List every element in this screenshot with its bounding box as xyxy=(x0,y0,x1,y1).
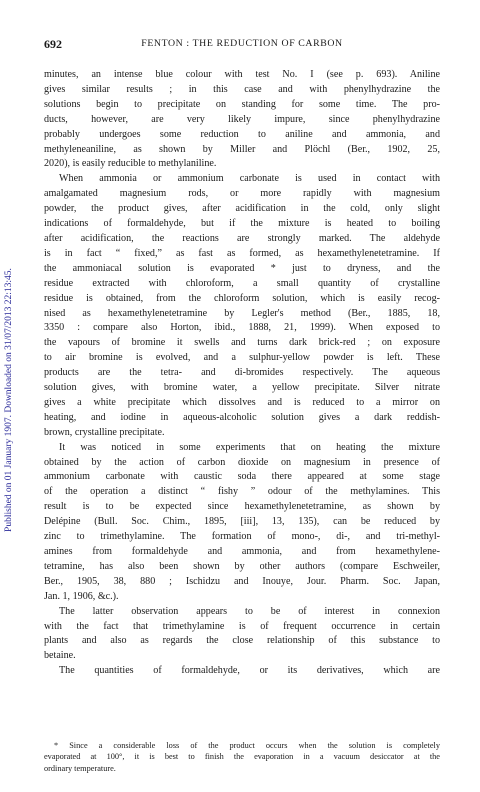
text-line: It was noticed in some experiments that on heating the mixture xyxy=(59,441,440,453)
text-line: Jan. 1, 1906, &c.). xyxy=(44,590,119,602)
page-number: 692 xyxy=(44,37,62,51)
text-line: after acidification, the reactions are strongly marked. The aldehyde xyxy=(44,232,440,244)
footnote-line: ordinary temperature. xyxy=(44,763,116,773)
text-line: obtained by the action of carbon dioxide on magnesium in presence of xyxy=(44,456,440,468)
text-line: probably undergoes some reduction to aniline and ammonia, and xyxy=(44,128,440,140)
text-line: is in fact “ fixed,” as fast as formed, as hexamethylenetetramine. If xyxy=(44,247,440,259)
text-line: The latter observation appears to be of interest in connexion xyxy=(59,605,440,617)
text-line: amalgamated magnesium rods, or more rapidly with magnesium xyxy=(44,188,440,200)
text-line: When ammonia or ammonium carbonate is used in contact with xyxy=(59,173,440,185)
footnote-line: evaporated at 100°, it is best to finish the evaporation in a vacuum desiccator at the xyxy=(44,752,440,762)
page-header xyxy=(44,37,440,53)
text-line: solution gives, with bromine water, a yellow precipitate. Silver nitrate xyxy=(44,382,440,394)
text-line: products are the tetra- and di-bromides respectively. The aqueous xyxy=(44,367,440,379)
text-line: gives similar results ; in this case and with phenylhydrazine the xyxy=(44,83,440,95)
text-line: Delépine (Bull. Soc. Chim., 1895, [iii], 13, 135), can be reduced by xyxy=(44,516,440,528)
download-stamp-text: Published on 01 January 1907. Downloaded on 31/07/2013 22:13:45. xyxy=(4,268,14,532)
text-line: solutions begin to precipitate on standing for some time. The pro- xyxy=(44,98,440,110)
text-line: powder, the product gives, after acidification in the cold, only slight xyxy=(44,203,440,215)
running-head: FENTON : THE REDUCTION OF CARBON xyxy=(141,38,343,49)
text-line: residue is obtained, from the chloroform solution, which is easily recog- xyxy=(44,292,440,304)
text-line: tetramine, has also been shown by other authors (compare Eschweiler, xyxy=(44,560,440,572)
text-line: zinc to trimethylamine. The formation of mono-, di-, and tri-methyl- xyxy=(44,531,440,543)
text-line: minutes, an intense blue colour with test No. I (see p. 693). Aniline xyxy=(44,69,440,80)
text-line: the vapours of bromine it swells and turns dark brick-red ; on exposure xyxy=(44,337,440,349)
text-line: ammonium carbonate with caustic soda there appeared at some stage xyxy=(44,471,440,483)
text-line: of the operation a distinct “ fishy ” odour of the methylamines. This xyxy=(44,486,440,498)
text-line: residue extracted with chloroform, a small quantity of crystalline xyxy=(44,277,440,289)
text-line: the ammoniacal solution is evaporated * just to dryness, and the xyxy=(44,262,440,274)
download-stamp xyxy=(2,190,16,610)
text-line: Ber., 1905, 38, 880 ; Ischidzu and Inouye, Jour. Pharm. Soc. Japan, xyxy=(44,575,440,587)
text-line: brown, crystalline precipitate. xyxy=(44,426,165,438)
text-line: heating, and iodine in aqueous-alcoholic solution gives a dark reddish- xyxy=(44,411,440,423)
text-line: 2020), is easily reducible to methylaniline. xyxy=(44,158,217,170)
text-line: ducts, however, are very likely impure, since phenylhydrazine xyxy=(44,113,440,125)
body-text xyxy=(44,68,440,679)
text-line: The quantities of formaldehyde, or its derivatives, which are xyxy=(59,665,440,677)
text-line: plants and also as regards the close relationship of this substance to xyxy=(44,635,440,647)
text-line: amines from formaldehyde and ammonia, and from hexamethylene- xyxy=(44,546,440,557)
footnote xyxy=(44,740,440,774)
text-line: gives a white precipitate which dissolves and is reduced to a mirror on xyxy=(44,396,440,408)
text-line: 3350 : compare also Horton, ibid., 1888, 21, 1999). When exposed to xyxy=(44,322,440,334)
text-line: with the fact that trimethylamine is of frequent occurrence in certain xyxy=(44,620,440,632)
text-line: indications of formaldehyde, but if the mixture is heated to boiling xyxy=(44,218,440,230)
text-line: methyleneaniline, as shown by Miller and Plöchl (Ber., 1902, 25, xyxy=(44,143,440,155)
text-line: result is to be expected since hexamethylenetetramine, as shown by xyxy=(44,501,440,513)
text-line: nised as hexamethylenetetramine by Legler's method (Ber., 1885, 18, xyxy=(44,307,440,319)
text-line: to air bromine is evolved, and a sulphur-yellow powder is left. These xyxy=(44,352,440,364)
text-line: betaine. xyxy=(44,650,76,662)
footnote-line: * Since a considerable loss of the product occurs when the solution is completely xyxy=(54,741,440,750)
